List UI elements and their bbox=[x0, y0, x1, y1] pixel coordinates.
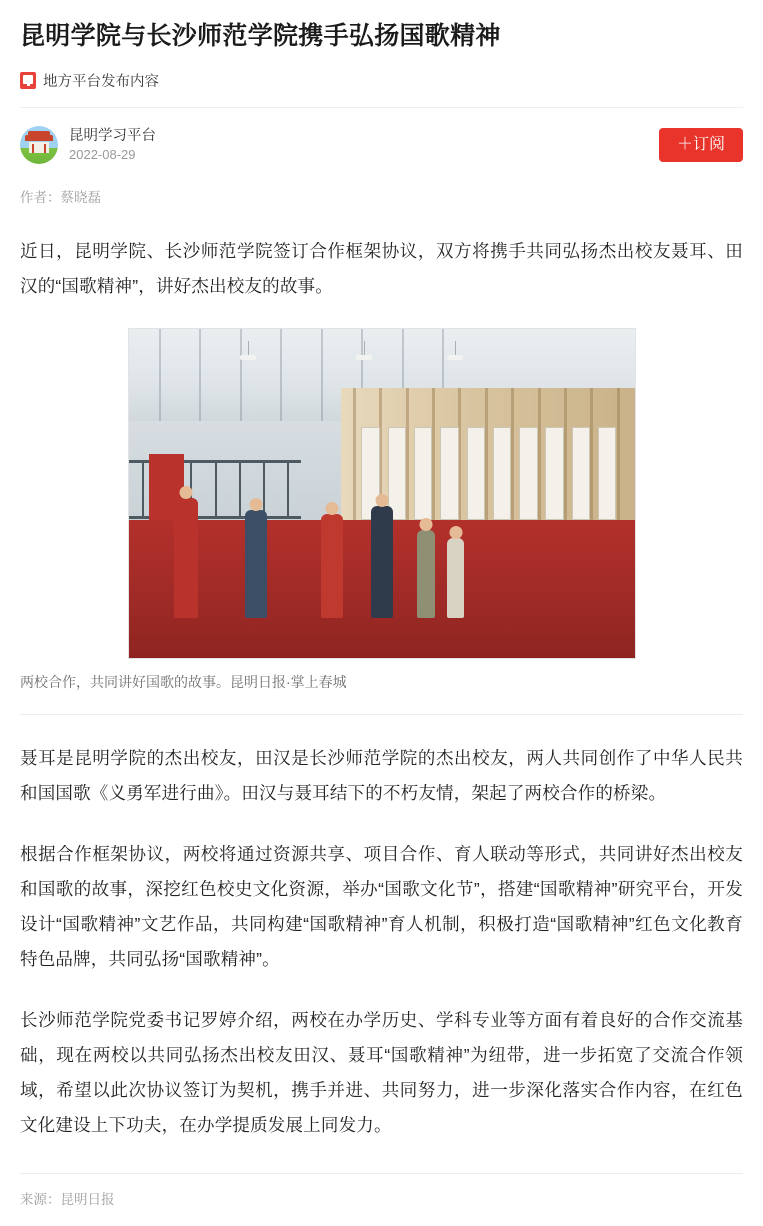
publish-date: 2022-08-29 bbox=[69, 146, 136, 162]
platform-badge-icon bbox=[20, 72, 36, 89]
article-paragraph: 长沙师范学院党委书记罗婷介绍，两校在办学历史、学科专业等方面有着良好的合作交流基础，现在两校以共同弘扬杰出校友田汉、聂耳“国歌精神”为纽带，进一步拓宽了交流合作领域，希望以此次协议签订为契机，携手并进、共同努力，进一步深化落实合作内容，在红色文化建设上下功夫，在办学提质发展上同发力。 bbox=[20, 1009, 743, 1135]
avatar-roof-shape bbox=[25, 135, 53, 141]
photo-pendant-lamp bbox=[240, 355, 256, 360]
photo-person bbox=[417, 530, 435, 618]
photo-person bbox=[321, 514, 343, 618]
article-photo bbox=[128, 328, 636, 659]
author-line: 作者：蔡晓磊 bbox=[20, 189, 101, 205]
page-title: 昆明学院与长沙师范学院携手弘扬国歌精神 bbox=[20, 22, 501, 50]
avatar-building-shape bbox=[29, 142, 49, 153]
article-paragraph: 聂耳是昆明学院的杰出校友，田汉是长沙师范学院的杰出校友，两人共同创作了中华人民共和国国歌《义勇军进行曲》。田汉与聂耳结下的不朽友情，架起了两校合作的桥梁。 bbox=[20, 747, 743, 803]
platform-tag-label: 地方平台发布内容 bbox=[43, 73, 159, 90]
photo-exhibition-panels bbox=[361, 427, 624, 519]
photo-person bbox=[371, 506, 393, 618]
divider-top bbox=[20, 107, 743, 108]
photo-pendant-lamp bbox=[356, 355, 372, 360]
source-meta bbox=[69, 129, 156, 161]
source-row bbox=[20, 126, 743, 164]
article-figure bbox=[20, 328, 743, 692]
figure-caption: 两校合作，共同讲好国歌的故事。昆明日报·掌上春城 bbox=[20, 673, 347, 690]
photo-person bbox=[174, 498, 198, 618]
platform-tag bbox=[20, 70, 743, 91]
photo-pendant-lamp bbox=[447, 355, 463, 360]
photo-person bbox=[245, 510, 267, 618]
photo-person bbox=[447, 538, 464, 618]
article-paragraph: 根据合作框架协议，两校将通过资源共享、项目合作、育人联动等形式，共同讲好杰出校友和国歌的故事，深挖红色校史文化资源，举办“国歌文化节”，搭建“国歌精神”研究平台，开发设计“国歌精神”文艺作品，共同构建“国歌精神”育人机制，积极打造“国歌精神”红色文化教育特色品牌，共同弘扬“国歌精神”。 bbox=[20, 843, 743, 969]
avatar[interactable] bbox=[20, 126, 58, 164]
subscribe-button[interactable]: ＋订阅 bbox=[659, 128, 743, 162]
divider-figure bbox=[20, 714, 743, 715]
footer-source: 来源：昆明日报 bbox=[20, 1191, 115, 1207]
article-paragraph: 近日，昆明学院、长沙师范学院签订合作框架协议，双方将携手共同弘扬杰出校友聂耳、田汉的“国歌精神”，讲好杰出校友的故事。 bbox=[20, 240, 743, 296]
source-name[interactable]: 昆明学习平台 bbox=[69, 128, 156, 144]
